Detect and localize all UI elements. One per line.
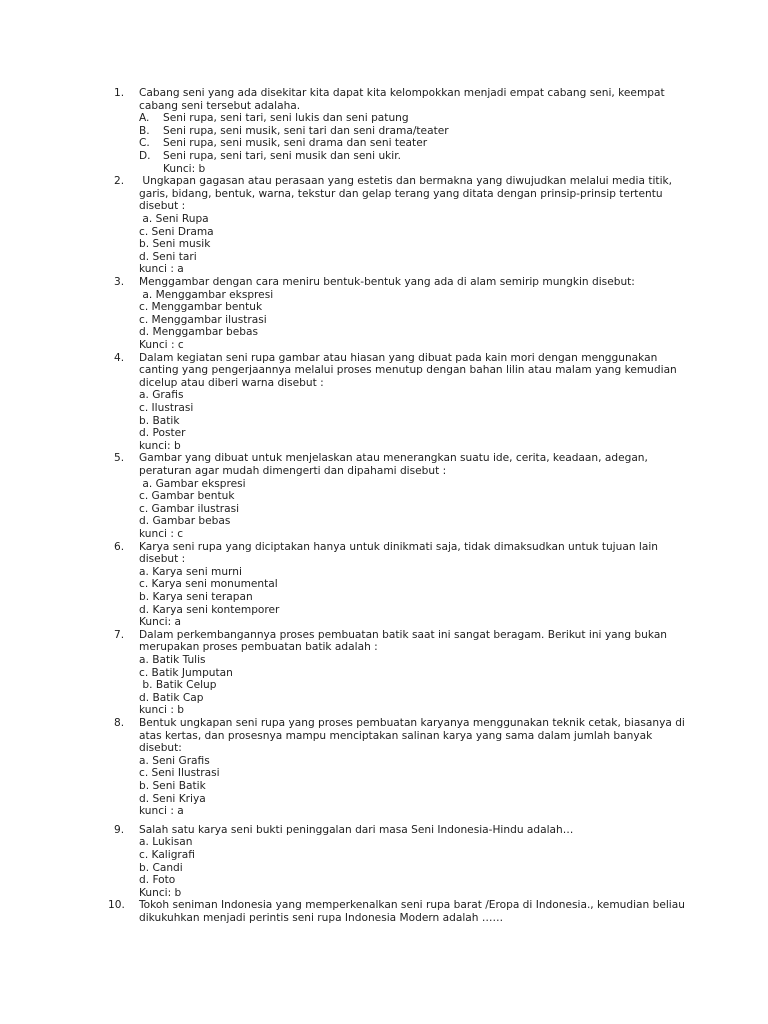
option-d bbox=[139, 150, 679, 163]
answer-key: Kunci : c bbox=[139, 338, 184, 351]
question-stem-line: disebut : bbox=[139, 200, 186, 213]
option-letter: B. bbox=[139, 124, 150, 137]
option: c. Gambar ilustrasi bbox=[139, 502, 240, 515]
question-number: 3. bbox=[114, 276, 125, 288]
question-body bbox=[139, 87, 679, 175]
question-stem-line: dicelup atau diberi warna disebut : bbox=[139, 376, 324, 389]
option: a. Batik Tulis bbox=[139, 653, 206, 666]
option-text: Seni rupa, seni musik, seni tari dan seni drama/teater bbox=[163, 124, 449, 137]
question-stem-line: Cabang seni yang ada disekitar kita dapat kita kelompokkan menjadi empat cabang seni, keempat bbox=[139, 87, 665, 99]
question-stem-line: Ungkapan gagasan atau perasaan yang estetis dan bermakna yang diwujudkan melalui media titik, bbox=[139, 175, 673, 188]
question-stem-line: disebut : bbox=[139, 553, 186, 566]
question-stem-line: Dalam kegiatan seni rupa gambar atau hiasan yang dibuat pada kain mori dengan menggunakan bbox=[139, 351, 658, 364]
question-stem-line: peraturan agar mudah dimengerti dan dipahami disebut : bbox=[139, 464, 447, 477]
question-body bbox=[139, 175, 679, 276]
question-stem-line: disebut: bbox=[139, 742, 182, 755]
question-stem-line: Karya seni rupa yang diciptakan hanya untuk dinikmati saja, tidak dimaksudkan untuk tujuan lain bbox=[139, 540, 659, 553]
option: a. Menggambar ekspresi bbox=[139, 288, 274, 301]
option: d. Karya seni kontemporer bbox=[139, 603, 280, 616]
question-body bbox=[139, 352, 679, 453]
question-stem-line: Dalam perkembangannya proses pembuatan batik saat ini sangat beragam. Berikut ini yang bukan bbox=[139, 628, 668, 641]
option-text: Seni rupa, seni tari, seni musik dan seni ukir. bbox=[163, 149, 401, 162]
question-number: 5. bbox=[114, 452, 125, 465]
question-body bbox=[139, 824, 679, 900]
option: c. Seni Drama bbox=[139, 225, 214, 238]
option-b bbox=[139, 125, 679, 138]
option: b. Seni Batik bbox=[139, 779, 206, 792]
question-stem-line: Tokoh seniman Indonesia yang memperkenalkan seni rupa barat /Eropa di Indonesia., kemudian beliau bbox=[139, 899, 685, 912]
option: a. Grafis bbox=[139, 389, 184, 402]
option: a. Karya seni murni bbox=[139, 565, 242, 578]
question-number: 9. bbox=[114, 823, 125, 836]
option-letter: D. bbox=[139, 149, 151, 162]
question-body bbox=[139, 629, 679, 717]
option: c. Karya seni monumental bbox=[139, 578, 278, 591]
question-stem-line: merupakan proses pembuatan batik adalah : bbox=[139, 641, 378, 654]
option: b. Karya seni terapan bbox=[139, 590, 253, 603]
answer-key: Kunci: b bbox=[139, 886, 182, 899]
question-number: 4. bbox=[114, 351, 125, 364]
option: d. Foto bbox=[139, 874, 176, 887]
answer-key: kunci : a bbox=[139, 263, 184, 276]
answer-key: kunci : c bbox=[139, 527, 184, 540]
option: c. Kaligrafi bbox=[139, 848, 195, 861]
question-number: 7. bbox=[114, 628, 125, 641]
option: c. Batik Jumputan bbox=[139, 666, 233, 679]
option: c. Menggambar bentuk bbox=[139, 301, 263, 314]
option: d. Gambar bebas bbox=[139, 515, 231, 528]
question-stem-line: canting yang pengerjaannya melalui proses menutup dengan bahan lilin atau malam yang kemudian bbox=[139, 364, 677, 377]
question-number: 6. bbox=[114, 540, 125, 553]
option: c. Seni Ilustrasi bbox=[139, 767, 220, 780]
question-stem-line: cabang seni tersebut adalaha. bbox=[139, 99, 301, 112]
option: b. Seni musik bbox=[139, 238, 211, 251]
option-text: Seni rupa, seni musik, seni drama dan seni teater bbox=[163, 137, 428, 150]
question-body bbox=[139, 452, 679, 540]
option: d. Seni Kriya bbox=[139, 792, 206, 805]
question-body bbox=[139, 717, 685, 818]
option: c. Gambar bentuk bbox=[139, 490, 235, 503]
answer-key: kunci : a bbox=[139, 805, 184, 818]
option: c. Menggambar ilustrasi bbox=[139, 313, 267, 326]
question-stem-line: atas kertas, dan prosesnya mampu menciptakan salinan karya yang sama dalam jumlah banyak bbox=[139, 729, 653, 742]
question-stem-line: dikukuhkan menjadi perintis seni rupa Indonesia Modern adalah …… bbox=[139, 911, 504, 924]
question-stem-line: garis, bidang, bentuk, warna, tekstur dan gelap terang yang ditata dengan prinsip-prinsip tertentu bbox=[139, 187, 663, 200]
option: c. Ilustrasi bbox=[139, 401, 194, 414]
option: d. Menggambar bebas bbox=[139, 326, 259, 339]
question-stem-line: Salah satu karya seni bukti peninggalan dari masa Seni Indonesia-Hindu adalah… bbox=[139, 823, 574, 836]
option: a. Gambar ekspresi bbox=[139, 477, 246, 490]
question-body bbox=[139, 899, 685, 924]
option: d. Poster bbox=[139, 427, 186, 440]
question-body bbox=[139, 276, 679, 352]
answer-key: kunci: b bbox=[139, 439, 181, 452]
option: d. Seni tari bbox=[139, 250, 197, 263]
option: d. Batik Cap bbox=[139, 691, 204, 704]
option: a. Seni Grafis bbox=[139, 754, 210, 767]
option-a bbox=[139, 112, 679, 125]
option-c bbox=[139, 137, 679, 150]
question-number: 8. bbox=[114, 717, 125, 729]
question-body bbox=[139, 541, 679, 629]
answer-key: Kunci: a bbox=[139, 616, 182, 629]
option: b. Batik bbox=[139, 414, 180, 427]
answer-key: Kunci: b bbox=[163, 162, 206, 175]
question-stem-line: Gambar yang dibuat untuk menjelaskan atau menerangkan suatu ide, cerita, keadaan, adegan, bbox=[139, 452, 648, 465]
option: b. Candi bbox=[139, 861, 183, 874]
question-number: 1. bbox=[114, 87, 125, 99]
question-stem-line: Bentuk ungkapan seni rupa yang proses pembuatan karyanya menggunakan teknik cetak, biasanya di bbox=[139, 717, 685, 729]
question-stem-line: Menggambar dengan cara meniru bentuk-bentuk yang ada di alam semirip mungkin disebut: bbox=[139, 276, 635, 288]
option: b. Batik Celup bbox=[139, 679, 217, 692]
answer-key: kunci : b bbox=[139, 704, 185, 717]
option: a. Seni Rupa bbox=[139, 212, 209, 225]
question-number: 2. bbox=[114, 175, 125, 188]
option-text: Seni rupa, seni tari, seni lukis dan seni patung bbox=[163, 112, 409, 125]
question-number: 10. bbox=[108, 899, 125, 912]
option-letter: A. bbox=[139, 112, 150, 125]
option-letter: C. bbox=[139, 137, 150, 150]
option: a. Lukisan bbox=[139, 836, 193, 849]
